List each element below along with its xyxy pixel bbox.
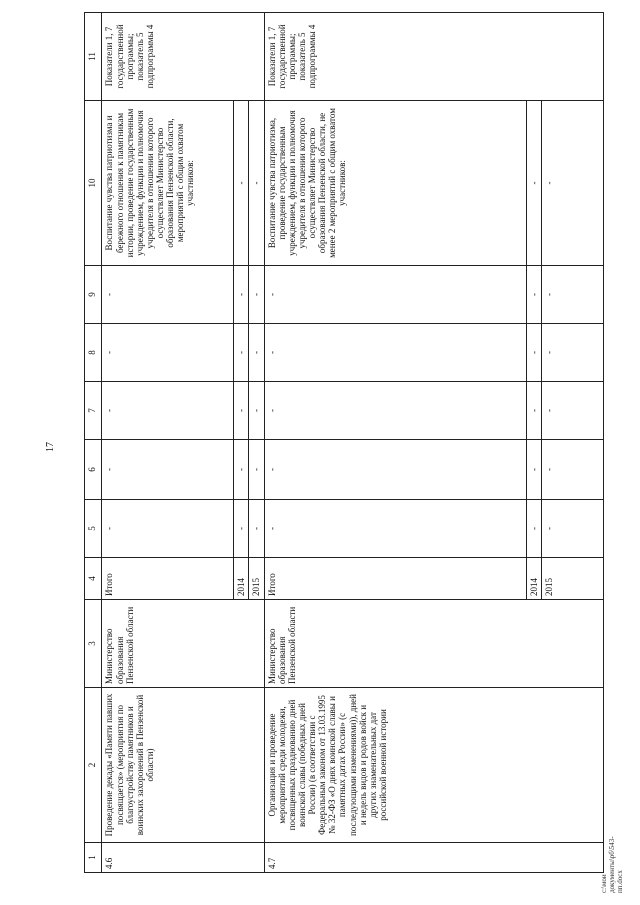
column-header: 3 (85, 600, 102, 688)
value-cell: - (102, 382, 233, 440)
expected-result: Воспитание чувства патриотизма, проведение государственным учреждением, функции и полномочия учредителя в отношении которого осуществляет Министерство образования Пензенской области, не менее 2 мероприятий с общим охватом участников: (264, 101, 526, 266)
value-cell: - (526, 324, 541, 382)
column-header: 7 (85, 382, 102, 440)
value-cell: - (542, 266, 604, 324)
value-cell: - (264, 440, 526, 500)
page-number: 17 (45, 442, 56, 452)
year-cell: 2014 (526, 558, 541, 600)
expected-result: Воспитание чувства патриотизма и бережного отношения к памятникам истории, проведение государственным учреждением, функции и полномочия учредителя в отношении которого осуществляет Министерство образования Пензенской области, мероприятий с общим охватом участников: (102, 101, 233, 266)
column-header: 8 (85, 324, 102, 382)
value-cell: - (102, 266, 233, 324)
value-cell: - (542, 382, 604, 440)
table-header-row (85, 13, 102, 873)
value-cell: - (249, 440, 264, 500)
row-number: 4.6 (102, 843, 264, 873)
table-row (102, 13, 233, 873)
program-table (84, 12, 604, 873)
result-cell: - (233, 101, 248, 266)
value-cell: - (233, 382, 248, 440)
column-header: 4 (85, 558, 102, 600)
table-row (264, 13, 526, 873)
total-label: Итого (102, 558, 233, 600)
value-cell: - (526, 440, 541, 500)
value-cell: - (526, 382, 541, 440)
value-cell: - (526, 500, 541, 558)
row-number: 4.7 (264, 843, 603, 873)
value-cell: - (249, 266, 264, 324)
result-cell: - (542, 101, 604, 266)
column-header: 10 (85, 101, 102, 266)
executor: Министерство образования Пензенской области (264, 600, 603, 688)
value-cell: - (249, 382, 264, 440)
total-label: Итого (264, 558, 526, 600)
value-cell: - (233, 500, 248, 558)
executor: Министерство образования Пензенской области (102, 600, 264, 688)
value-cell: - (542, 440, 604, 500)
value-cell: - (264, 324, 526, 382)
value-cell: - (264, 382, 526, 440)
column-header: 6 (85, 440, 102, 500)
target-indicator: Показатели 1, 7 государственной программы; показатель 5 подпрограммы 4 (264, 13, 603, 101)
value-cell: - (102, 324, 233, 382)
year-cell: 2014 (233, 558, 248, 600)
result-cell: - (249, 101, 264, 266)
target-indicator: Показатели 1, 7 государственной программы; показатель 5 подпрограммы 4 (102, 13, 264, 101)
value-cell: - (542, 500, 604, 558)
column-header: 1 (85, 843, 102, 873)
value-cell: - (233, 324, 248, 382)
file-path-footer: c:\мои документы\рб\543-пп.docx (600, 836, 624, 893)
year-cell: 2015 (249, 558, 264, 600)
column-header: 9 (85, 266, 102, 324)
year-cell: 2015 (542, 558, 604, 600)
value-cell: - (102, 500, 233, 558)
value-cell: - (249, 500, 264, 558)
column-header: 5 (85, 500, 102, 558)
value-cell: - (264, 500, 526, 558)
value-cell: - (542, 324, 604, 382)
value-cell: - (249, 324, 264, 382)
result-cell: - (526, 101, 541, 266)
value-cell: - (233, 440, 248, 500)
column-header: 11 (85, 13, 102, 101)
value-cell: - (233, 266, 248, 324)
measure-name: Проведение декады «Памяти павших посвящается» (мероприятия по благоустройству памятников и воинских захоронений в Пензенской области) (102, 688, 264, 843)
column-header: 2 (85, 688, 102, 843)
value-cell: - (102, 440, 233, 500)
value-cell: - (526, 266, 541, 324)
value-cell: - (264, 266, 526, 324)
measure-name: Организация и проведение мероприятий среди молодежи, посвященных празднованию дней воинской славы (победных дней России) (в соответствии с Федеральным законом от 13.03.1995 № 32-ФЗ «О днях воинской славы и памятных датах России» (с последующими изменениями)), дней и недель видов и родов войск и других знаменательных дат российской военной истории (264, 688, 603, 843)
